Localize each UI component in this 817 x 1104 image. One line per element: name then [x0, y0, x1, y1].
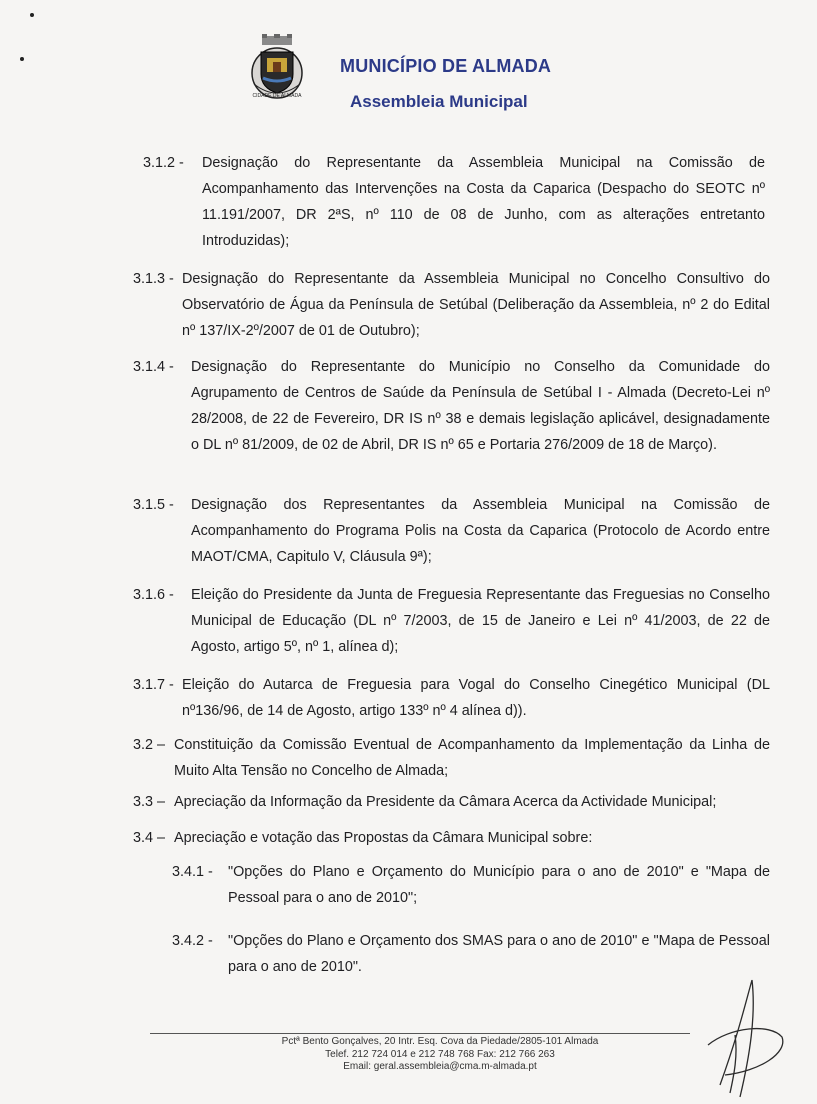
assembly-subtitle: Assembleia Municipal: [350, 92, 528, 111]
agenda-item-3-1-7: [133, 672, 770, 724]
agenda-item-3-3: [133, 789, 783, 815]
item-text: Designação do Representante da Assembleia Municipal no Concelho Consultivo do Observatório de Água da Península de Setúbal (Deliberação da Assembleia, nº 2 do Edital nº 137/IX-2º/2007 de 01 de Outubro);: [182, 271, 770, 339]
item-text: "Opções do Plano e Orçamento dos SMAS para o ano de 2010" e "Mapa de Pessoal para o ano de 2010".: [228, 933, 770, 975]
item-number: 3.4.1 -: [172, 864, 213, 880]
agenda-item-3-1-3: [133, 266, 770, 344]
item-text: Constituição da Comissão Eventual de Acompanhamento da Implementação da Linha de Muito Alta Tensão no Concelho de Almada;: [174, 737, 770, 779]
scan-speck: [20, 57, 24, 61]
item-number: 3.1.6 -: [133, 587, 174, 603]
municipal-crest-icon: [246, 34, 308, 104]
handwritten-signature-icon: [690, 975, 790, 1100]
crest-motto: CIDADE DE ALMADA: [252, 93, 302, 99]
item-number: 3.1.5 -: [133, 497, 174, 513]
item-number: 3.1.2 -: [143, 155, 184, 171]
footer-contact: [250, 1036, 630, 1074]
item-text: Designação dos Representantes da Assembleia Municipal na Comissão de Acompanhamento do Programa Polis na Costa da Caparica (Protocolo de Acordo entre MAOT/CMA, Capitulo V, Cláusula 9ª);: [191, 497, 770, 565]
footer-phone: Telef. 212 724 014 e 212 748 768 Fax: 212 766 263: [325, 1048, 555, 1060]
item-text: Eleição do Autarca de Freguesia para Vogal do Conselho Cinegético Municipal (DL nº136/96, de 14 de Agosto, artigo 133º nº 4 alínea d)).: [182, 677, 770, 719]
item-text: Apreciação e votação das Propostas da Câmara Municipal sobre:: [174, 830, 593, 846]
agenda-item-3-1-6: [133, 582, 770, 660]
item-text: "Opções do Plano e Orçamento do Município para o ano de 2010" e "Mapa de Pessoal para o ano de 2010";: [228, 864, 770, 906]
scan-speck: [30, 13, 34, 17]
item-number: 3.1.4 -: [133, 359, 174, 375]
item-text: Designação do Representante do Município no Conselho da Comunidade do Agrupamento de Centros de Saúde da Península de Setúbal I - Almada (Decreto-Lei nº 28/2008, de 22 de Fevereiro, DR IS nº 38 e demais legislação aplicável, designadamente o DL nº 81/2009, de 02 de Abril, DR IS nº 65 e Portaria 276/2009 de 18 de Março).: [191, 359, 770, 453]
item-text: Eleição do Presidente da Junta de Freguesia Representante das Freguesias no Conselho Municipal de Educação (DL nº 7/2003, de 15 de Janeiro e Lei nº 41/2003, de 22 de Agosto, artigo 5º, nº 1, alínea d);: [191, 587, 770, 655]
footer-divider: [150, 1033, 690, 1034]
item-number: 3.2 –: [133, 737, 166, 753]
item-text: Apreciação da Informação da Presidente da Câmara Acerca da Actividade Municipal;: [174, 794, 717, 810]
item-number: 3.4 –: [133, 830, 166, 846]
agenda-item-3-1-4: [133, 354, 770, 458]
agenda-item-3-1-2: [143, 150, 765, 254]
agenda-item-3-4-2: [172, 928, 770, 980]
footer-email: Email: geral.assembleia@cma.m-almada.pt: [343, 1061, 537, 1072]
agenda-item-3-1-5: [133, 492, 770, 570]
footer-address: Pctª Bento Gonçalves, 20 Intr. Esq. Cova da Piedade/2805-101 Almada: [281, 1036, 599, 1047]
item-text: Designação do Representante da Assembleia Municipal na Comissão de Acompanhamento das Intervenções na Costa da Caparica (Despacho do SEOTC nº 11.191/2007, DR 2ªS, nº 110 de 08 de Junho, com as alterações entretanto Introduzidas);: [202, 155, 765, 249]
agenda-item-3-2: [133, 732, 770, 784]
item-number: 3.3 –: [133, 794, 166, 810]
item-number: 3.1.3 -: [133, 271, 174, 287]
municipality-title: MUNICÍPIO DE ALMADA: [340, 56, 552, 76]
agenda-item-3-4: [133, 825, 770, 851]
item-number: 3.1.7 -: [133, 677, 174, 693]
agenda-item-3-4-1: [172, 859, 770, 911]
item-number: 3.4.2 -: [172, 933, 213, 949]
